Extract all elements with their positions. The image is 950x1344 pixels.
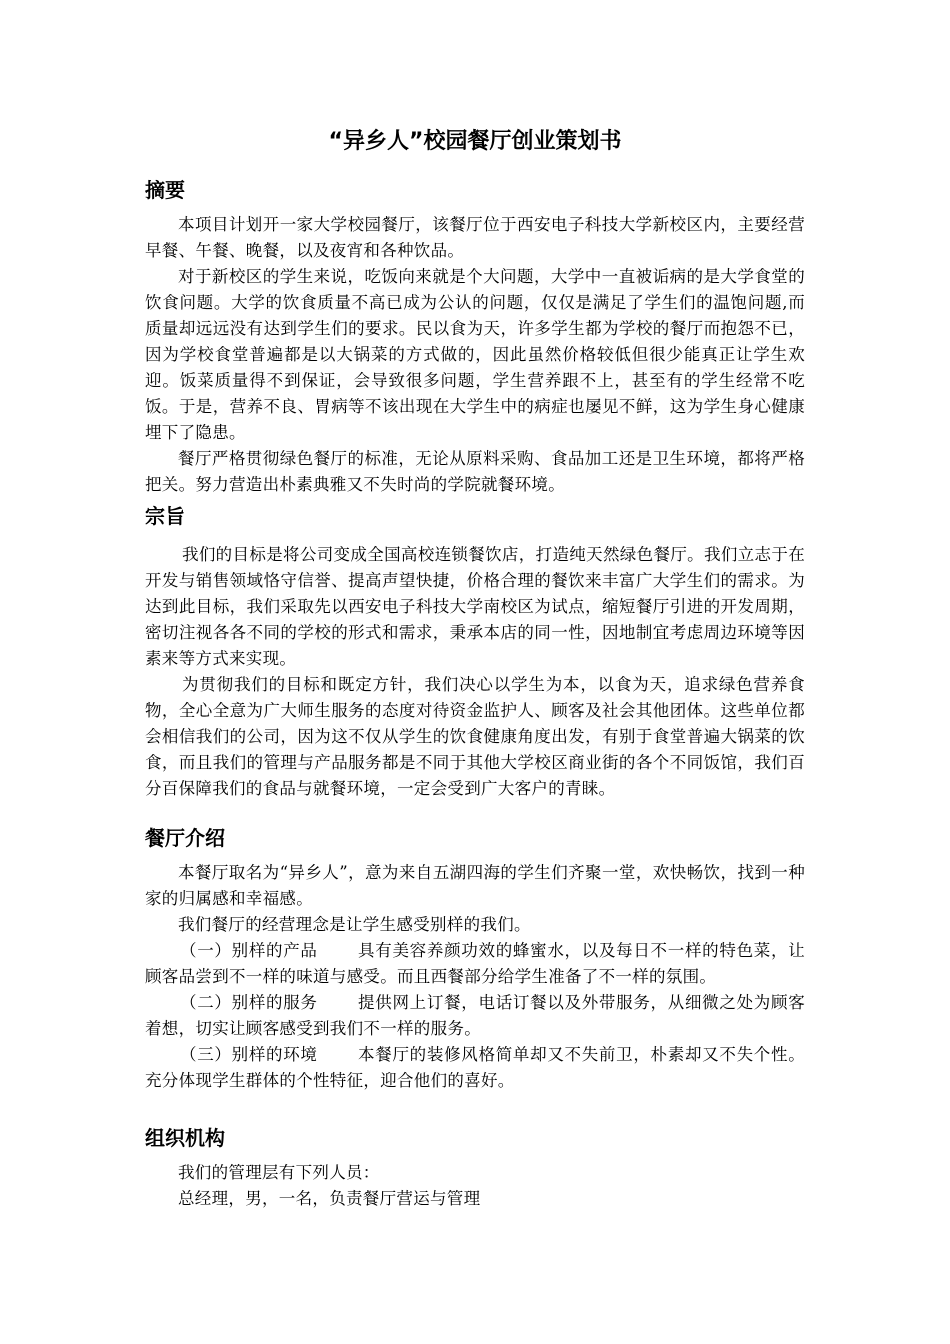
intro-item-product — [145, 938, 805, 990]
intro-item-product-label: （一）别样的产品 — [180, 941, 318, 960]
intro-item-service — [145, 990, 805, 1042]
intro-item-environment — [145, 1042, 805, 1094]
intro-item-environment-label: （三）别样的环境 — [180, 1045, 318, 1064]
abstract-paragraph-3: 餐厅严格贯彻绿色餐厅的标准，无论从原料采购、食品加工还是卫生环境，都将严格把关。努力营造出朴素典雅又不失时尚的学院就餐环境。 — [145, 449, 805, 494]
section-heading-intro: 餐厅介绍 — [145, 826, 225, 850]
intro-item-product-text: 具有美容养颜功效的蜂蜜水，以及每日不一样的特色菜，让顾客品尝到不一样的味道与感受。而且西餐部分给学生准备了不一样的氛围。 — [145, 941, 805, 986]
intro-item-service-text: 提供网上订餐，电话订餐以及外带服务，从细微之处为顾客着想，切实让顾客感受到我们不一样的服务。 — [145, 993, 805, 1038]
abstract-paragraph-2: 对于新校区的学生来说，吃饭向来就是个大问题，大学中一直被诟病的是大学食堂的饮食问题。大学的饮食质量不高已成为公认的问题，仅仅是满足了学生们的温饱问题,而质量却远远没有达到学生们的要求。民以食为天，许多学生都为学校的餐厅而抱怨不已，因为学校食堂普遍都是以大锅菜的方式做的，因此虽然价格较低但很少能真正让学生欢迎。饭菜质量得不到保证，会导致很多问题，学生营养跟不上，甚至有的学生经常不吃饭。于是，营养不良、胃病等不该出现在大学生中的病症也屡见不鲜，这为学生身心健康埋下了隐患。 — [145, 267, 805, 442]
intro-paragraph-2: 我们餐厅的经营理念是让学生感受别样的我们。 — [178, 915, 531, 934]
purpose-paragraph-1: 我们的目标是将公司变成全国高校连锁餐饮店，打造纯天然绿色餐厅。我们立志于在开发与销售领域恪守信誉、提高声望快捷，价格合理的餐饮来丰富广大学生们的需求。为达到此目标，我们采取先以西安电子科技大学南校区为试点，缩短餐厅引进的开发周期，密切注视各各不同的学校的形式和需求，秉承本店的同一性，因地制宜考虑周边环境等因素来等方式来实现。 — [145, 545, 805, 668]
section-heading-abstract: 摘要 — [145, 178, 185, 202]
section-intro — [145, 824, 805, 1094]
abstract-paragraph-1: 本项目计划开一家大学校园餐厅，该餐厅位于西安电子科技大学新校区内，主要经营早餐、午餐、晚餐，以及夜宵和各种饮品。 — [145, 215, 805, 260]
intro-item-environment-text: 本餐厅的装修风格简单却又不失前卫，朴素却又不失个性。充分体现学生群体的个性特征，迎合他们的喜好。 — [145, 1045, 805, 1090]
section-org — [145, 1124, 805, 1212]
intro-item-service-label: （二）别样的服务 — [180, 993, 318, 1012]
section-heading-org: 组织机构 — [145, 1126, 225, 1150]
section-abstract — [145, 176, 805, 498]
section-heading-purpose: 宗旨 — [145, 504, 185, 528]
document-title: “异乡人”校园餐厅创业策划书 — [328, 129, 622, 154]
org-paragraph-1: 我们的管理层有下列人员： — [178, 1163, 380, 1182]
purpose-paragraph-2: 为贯彻我们的目标和既定方针，我们决心以学生为本，以食为天，追求绿色营养食物，全心全意为广大师生服务的态度对待资金监护人、顾客及社会其他团体。这些单位都会相信我们的公司，因为这不仅从学生的饮食健康角度出发，有别于食堂普遍大锅菜的饮食，而且我们的管理与产品服务都是不同于其他大学校区商业街的各个不同饭馆，我们百分百保障我们的食品与就餐环境，一定会受到广大客户的青睐。 — [145, 675, 805, 798]
org-paragraph-2: 总经理，男，一名，负责餐厅营运与管理 — [178, 1189, 481, 1208]
intro-paragraph-1: 本餐厅取名为“异乡人”，意为来自五湖四海的学生们齐聚一堂，欢快畅饮，找到一种家的归属感和幸福感。 — [145, 863, 805, 908]
section-purpose — [145, 502, 805, 802]
